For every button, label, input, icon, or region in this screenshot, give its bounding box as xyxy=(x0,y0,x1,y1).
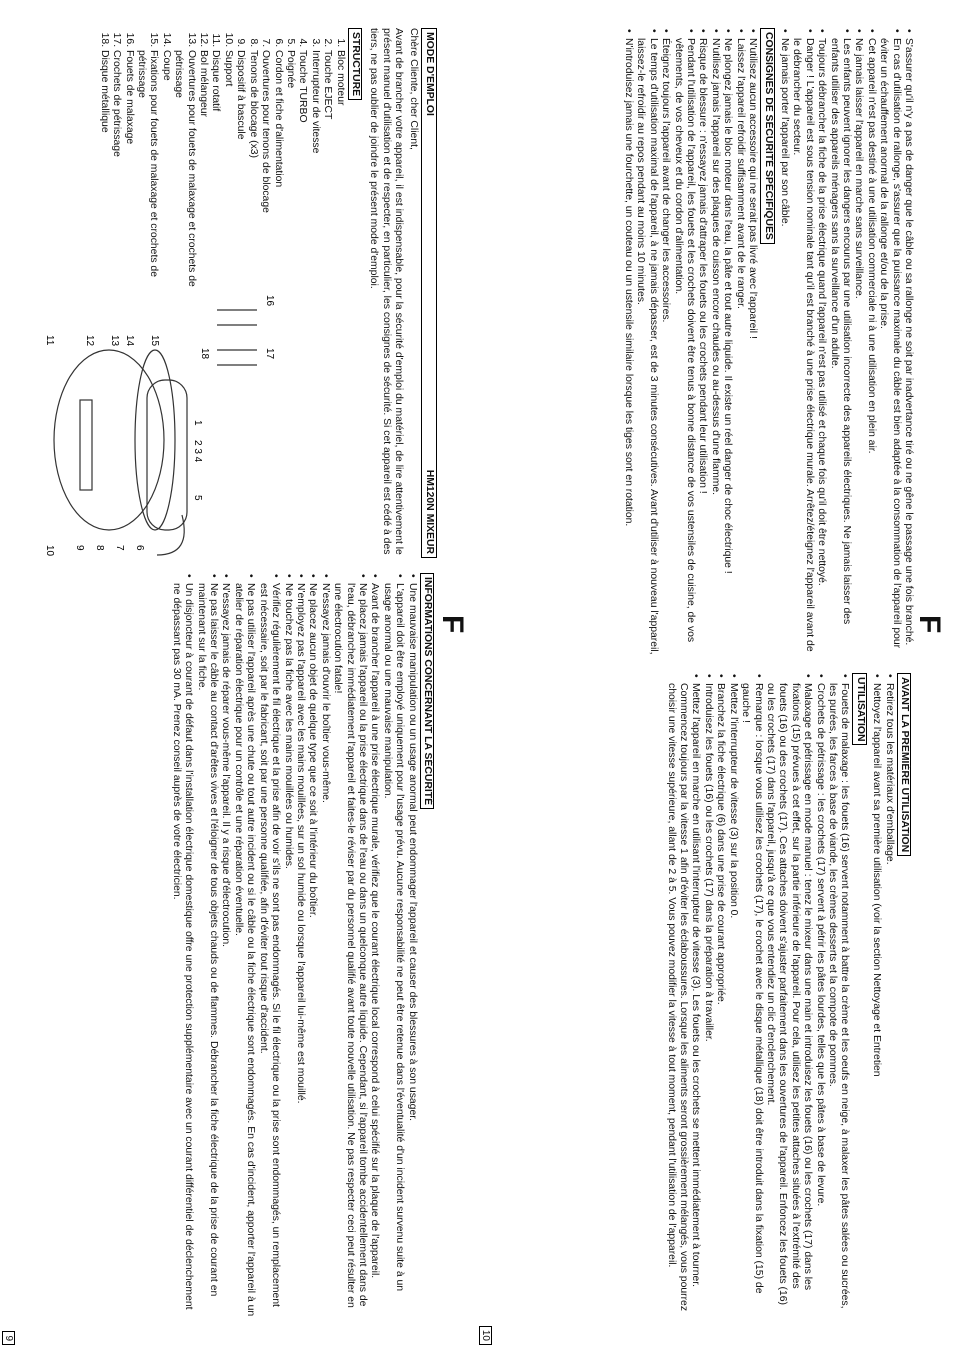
intro-text xyxy=(367,28,419,558)
safety-item: • Ne placez aucun objet de quelque type que ce soit à l'intérieur du boîtier. xyxy=(306,583,318,1318)
structure-item: 11. Disque rotatif xyxy=(209,50,221,300)
motor-block-shape xyxy=(147,380,187,530)
usage-item: • Mettez l'interrupteur de vitesse (3) sur la position 0. xyxy=(726,683,738,1318)
right-column xyxy=(504,673,914,1318)
structure-item: 3. Interrupteur de vitesse xyxy=(308,50,320,300)
first-use-item: • Retirez tous les matériaux d'emballage. xyxy=(882,683,894,1318)
specific-safety-list xyxy=(622,28,758,658)
structure-item: 6. Cordon et fiche d'alimentation xyxy=(271,50,283,300)
fig-label-12: 12 xyxy=(84,335,95,347)
safety-item: • Ne touchez pas la fiche avec les mains mouillées ou humides. xyxy=(281,583,293,1318)
fig-label-1: 1 xyxy=(192,420,203,426)
structure-item: 2. Touche EJECT xyxy=(321,50,333,300)
specific-safety-item: • N'utilisez aucun accessoire qui ne serait pas livré avec l'appareil ! xyxy=(746,38,758,658)
fig-label-5: 5 xyxy=(192,495,203,501)
first-use-list xyxy=(870,673,895,1318)
fig-label-18: 18 xyxy=(199,348,210,360)
page-number: 10 xyxy=(479,1326,492,1345)
first-use-item: • Nettoyez l'appareil avant sa première utilisation (voir la section Nettoyage et Entretien xyxy=(870,683,882,1318)
safety-item: • Ne jamais porter l'appareil par son câble. xyxy=(778,38,790,658)
usage-item: • Malaxage et pétrissage en mode manuel : tenez le mixeur dans une main et introduisez les fouets (16) ou les crochets (17) dans les fixations (15) prévues à cet effet, sur la partie inférieure de l'appareil. Pour cela, utilisez les petites attaches situées à l'extrémité des fouets (16) ou des crochets (17). Ces attaches doivent s'ajuster parfaitement dans les ouvertures de l'appareil. Enfoncez les fouets (16) ou les crochets (17) dans l'appareil, jusqu'à ce que vous entendiez un clic d'enclenchement. xyxy=(764,683,814,1318)
specific-safety-heading: CONSIGNES DE SÉCURITÉ SPÉCIFIQUES xyxy=(760,28,774,244)
structure-item: 4. Touche TURBO xyxy=(296,50,308,300)
structure-item: 12. Bol mélangeur xyxy=(197,50,209,300)
safety-item: • Ne jamais laisser l'appareil en marche sans surveillance. xyxy=(852,38,864,658)
mixer-diagram xyxy=(27,290,287,558)
structure-item: 15. Fixations pour fouets de malaxage et crochets de pétrissage xyxy=(135,50,160,300)
model-name: HM120N MIXEUR xyxy=(424,469,435,554)
structure-item: 5. Poignée xyxy=(284,50,296,300)
manual-header xyxy=(421,28,437,558)
general-safety-list xyxy=(778,28,914,658)
safety-item: • N'essayez jamais de réparer vous-même l'appareil. Il y a risque d'électrocution. xyxy=(219,583,231,1318)
safety-list xyxy=(169,573,417,1318)
section-letter: F xyxy=(436,615,469,634)
beaters-shape xyxy=(217,310,257,365)
first-use-heading: AVANT LA PREMIÈRE UTILISATION xyxy=(897,673,911,856)
left-column xyxy=(504,28,914,658)
left-column xyxy=(27,28,437,558)
fig-label-11: 11 xyxy=(44,335,55,346)
specific-safety-item: • Éteignez toujours l'appareil avant de changer les accessoires. xyxy=(659,38,671,658)
intro-paragraph: Avant de brancher votre appareil, il est indispensable, pour la sécurité d'emploi du matériel, de lire attentivement le présent manuel d'utilisation et de respecter, en particulier, les consignes de sécurité. Si cet appareil est cédé à des tiers, ne pas oublier de joindre le présent mode d'emploi. xyxy=(368,28,405,555)
structure-item: 10. Support xyxy=(222,50,234,300)
safety-heading: INFORMATIONS CONCERNANT LA SÉCURITÉ xyxy=(420,573,434,809)
specific-safety-item: • Le temps d'utilisation maximal de l'appareil, à ne jamais dépasser, est de 3 minutes consécutives. Avant d'utiliser à nouveau l'appareil, laissez-le refroidir au repos pendant au moins 10 minutes. xyxy=(634,38,659,658)
specific-safety-item: • Pendant l'utilisation de l'appareil, les fouets et les crochets doivent être tenus à bonne distance de vos ustensiles de cuisine, de vos vêtements, de vos cheveux et du cordon d'alimentation. xyxy=(671,38,696,658)
safety-item: • Ne placez jamais l'appareil ou la prise électrique dans de l'eau ou dans un quelconque autre liquide. Cependant, si l'appareil tombe accidentellement dans de l'eau, débranchez immédiatement l'appareil et faites-le réviser par du personnel qualifié avant toute nouvelle utilisation. Ne pas respecter ceci peut résulter en une électrocution fatale! xyxy=(331,583,368,1318)
fig-label-8: 8 xyxy=(94,545,105,551)
fig-label-7: 7 xyxy=(114,545,125,551)
specific-safety-item: • Risque de blessure : n'essayez jamais d'attraper les fouets ou les crochets pendant leur utilisation ! xyxy=(696,38,708,658)
fig-label-17: 17 xyxy=(264,348,275,360)
safety-item: • Ne pas utiliser l'appareil après une chute ou tout autre incident ou si le câble ou la fiche électrique sont endommagés. En cas d'incident, apporter l'appareil à un atelier de réparation électrique pour un contrôle et une réparation éventuelle. xyxy=(232,583,257,1318)
safety-item: • S'assurer qu'il n'y a pas de danger que le câble ou sa rallonge ne soit par inadvertance tiré ou ne gêne le passage une fois branché. xyxy=(902,38,914,658)
safety-item: • Danger ! L'appareil est sous tension nominale tant qu'il est branché à une prise électrique murale. Arrêtez/éteignez l'appareil avant de le débrancher du secteur. xyxy=(790,38,815,658)
manual-title: MODE D'EMPLOI xyxy=(424,32,435,116)
usage-item: • Remarque : lorsque vous utilisez les crochets (17), le crochet avec le disque métallique (18) doit être introduit dans la fixation (15) de gauche ! xyxy=(739,683,764,1318)
fig-label-6: 6 xyxy=(134,545,145,551)
structure-item: 9. Dispositif à bascule xyxy=(234,50,246,300)
usage-heading: UTILISATION xyxy=(852,673,866,745)
safety-item: • L'appareil doit être employé uniquement pour l'usage prévu. Aucune responsabilité ne peut être retenue dans l'éventualité d'un incident survenu suite à un usage anormal ou une mauvaise manipulation. xyxy=(380,583,405,1318)
safety-item: • Une mauvaise manipulation ou un usage anormal peut endommager l'appareil et causer des blessures à son usager. xyxy=(405,583,417,1318)
base-support-shape xyxy=(80,400,92,490)
fig-label-10: 10 xyxy=(44,545,55,557)
cord-shape xyxy=(157,515,184,555)
safety-item: • Toujours débrancher la fiche de la prise électrique quand l'appareil n'est pas utilisé et chaque fois qu'il doit être nettoyé. xyxy=(815,38,827,658)
usage-item: • Fouets de malaxage : les fouets (16) servent notamment à battre la crème et les oeufs en neige, à malaxer les pâtes salées ou sucrées, les purées, les farces à base de viande, les crèmes desserts et la compote de pommes. xyxy=(826,683,851,1318)
structure-heading: STRUCTURE xyxy=(348,28,362,100)
section-letter: F xyxy=(913,615,946,634)
fig-label-13: 13 xyxy=(109,335,120,347)
specific-safety-item: • N'introduisez jamais une fourchette, un couteau ou un ustensile similaire lorsque les tiges sont en rotation. xyxy=(622,38,634,658)
safety-item: • N'essayez jamais d'ouvrir le boîtier vous-même. xyxy=(318,583,330,1318)
structure-item: 18. Disque métallique xyxy=(97,50,109,300)
page-right xyxy=(477,0,954,1351)
usage-item: • Mettez l'appareil en marche en utilisant l'interrupteur de vitesse (3). Les fouets ou les crochets se mettent immédiatement à tourner. Commencez toujours par la vitesse 1 afin d'éviter les éclaboussures. Lorsque les aliments seront grossièrement mélangés, vous pourrez choisir une vitesse supérieure, allant de 2 à 5. Vous pouvez modifier la vitesse à tout moment, pendant l'utilisation de l'appareil. xyxy=(664,683,701,1318)
safety-item: • Un disjoncteur à courant de défaut dans l'installation électrique domestique offre une protection supplémentaire avec un courant différentiel de déclenchement ne dépassant pas 30 mA. Prenez conseil auprès de votre électricien. xyxy=(169,583,194,1318)
fig-label-16: 16 xyxy=(264,295,275,307)
structure-item: 14. Coupe xyxy=(159,50,171,300)
usage-item: • Branchez la fiche électrique (6) dans une prise de courant appropriée. xyxy=(714,683,726,1318)
specific-safety-item: • Ne plongez jamais le bloc moteur dans l'eau, la pâte et tout autre liquide. Il existe un réel danger de choc électrique ! xyxy=(721,38,733,658)
structure-item: 8. Tenons de blocage (x3) xyxy=(246,50,258,300)
structure-item: 1. Bloc moteur xyxy=(333,50,345,300)
usage-item: • Crochets de pétrissage : les crochets (17) servent à pétrir les pâtes lourdes, telles que les pâtes à base de levure. xyxy=(813,683,825,1318)
structure-list xyxy=(97,28,345,300)
safety-item: • Ne pas laisser le câble au contact d'arêtes vives et l'éloigner de tous objets chauds ou de flammes. Débrancher la fiche électrique de la prise de courant en maintenant sur la fiche. xyxy=(194,583,219,1318)
fig-label-9: 9 xyxy=(74,545,85,551)
safety-item: • Les enfants peuvent ignorer les dangers encourus par une utilisation incorrecte des appareils électriques. Ne jamais laisser des enfants utiliser des appareils ménagers sans la surveillance d'un adulte. xyxy=(827,38,852,658)
fig-label-2-3-4: 2 3 4 xyxy=(192,440,203,463)
safety-item: • Vérifiez régulièrement le fil électrique et la prise afin de voir s'ils ne sont pas endommagés. Si le fil électrique ou la prise sont endommagés, un remplacement est nécessaire, soit par le fabricant, soit par une personne qualifiée, afin d'éviter tout risque d'accident. xyxy=(256,583,281,1318)
fig-label-14: 14 xyxy=(124,335,135,347)
usage-item: • Introduisez les fouets (16) ou les crochets (17) dans la préparation à travailler. xyxy=(702,683,714,1318)
structure-item: 17. Crochets de pétrissage xyxy=(110,50,122,300)
right-column xyxy=(27,573,437,1318)
safety-item: • Avant de brancher l'appareil à une prise électrique murale, vérifiez que le courant électrique local correspond à celui spécifié sur la plaque de l'appareil. xyxy=(368,583,380,1318)
structure-item: 7. Ouvertures pour tenons de blocage xyxy=(259,50,271,300)
fig-label-15: 15 xyxy=(149,335,160,347)
structure-item: 13. Ouvertures pour fouets de malaxage et crochets de pétrissage xyxy=(172,50,197,300)
safety-item: • Cet appareil n'est pas destiné à une utilisation commerciale ni à une utilisation en plein air. xyxy=(864,38,876,658)
usage-list xyxy=(664,673,850,1318)
safety-item: • N'employez pas l'appareil avec les mains mouillées, sur un sol humide ou lorsque l'appareil lui-même est mouillé. xyxy=(294,583,306,1318)
intro-paragraph: Chère Cliente, cher Client, xyxy=(407,28,419,150)
specific-safety-item: • Laissez l'appareil refroidir suffisamment avant de le ranger. xyxy=(733,38,745,658)
specific-safety-item: • N'utilisez jamais l'appareil sur des plaques de cuisson encore chaudes ou au-dessus d'une flamme. xyxy=(709,38,721,658)
structure-item: 16. Fouets de malaxage xyxy=(122,50,134,300)
page-number: 9 xyxy=(2,1331,15,1345)
safety-item: • En cas d'utilisation de rallonge, s'assurer que la puissance maximale du câble est bien adaptée à la consommation de l'appareil pour éviter un échauffement anormal de la rallonge et/ou de la prise. xyxy=(877,38,902,658)
bowl-rim xyxy=(135,350,175,530)
